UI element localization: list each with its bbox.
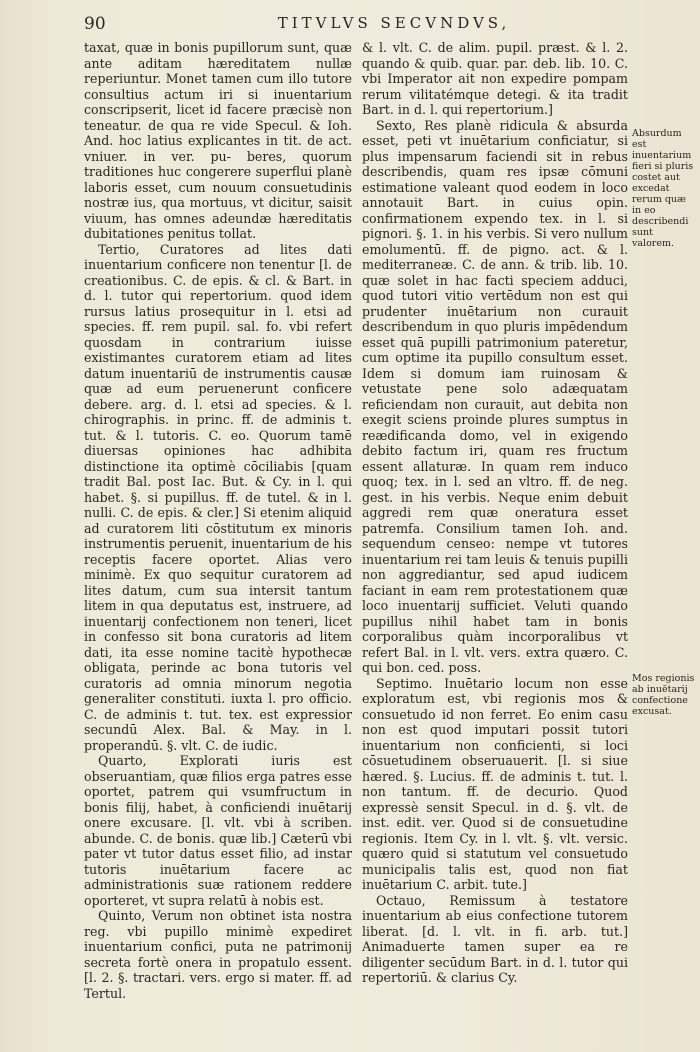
margin-note: Absurdum est inuentarium fieri si pluris costet aut excedat rerum quæ in eo describendi sunt valorem. bbox=[632, 128, 694, 249]
paragraph: Septimo. Inuētario locum non esse exploratum est, vbi regionis mos & consuetudo id non ferret. Eo enim casu non est quod imputari possit tutori inuentarium non conficienti, si loci cōsuetudinem obseruauerit. [l. si siue hæred. §. Lucius. ff. de adminis t. tut. l. non tantum. ff. de decurio. Quod expressè sensit Specul. in d. §. vlt. de inst. edit. ver. Quod si de consuetudine regionis. Item Cy. in l. vlt. §. vlt. versic. quæro quid si statutum vel consuetudo municipalis talis est, quod non fiat inuētarium C. arbit. tute.] bbox=[362, 675, 628, 892]
page-header bbox=[84, 14, 644, 40]
paragraph: & l. vlt. C. de alim. pupil. præst. & l. 2. quando & quib. quar. par. deb. lib. 10. C. vbi Imperator ait non expedire pompam rerum vilitatémque detegi. & ita tradit Bart. in d. l. qui repertorium.] bbox=[362, 40, 628, 117]
paragraph: Tertio, Curatores ad lites dati inuentarium conficere non tenentur [l. de creationibus. C. de epis. & cl. & Bart. in d. l. tutor qui repertorium. quod idem rursus latius prosequitur in l. etsi ad species. ff. rem pupil. sal. fo. vbi refert quosdam in contrarium iuisse existimantes curatorem etiam ad lites datum inuentariū de instrumentis causæ quæ ad eum peruenerunt conficere debere. arg. d. l. etsi ad species. & l. chirographis. in princ. ff. de adminis t. tut. & l. tutoris. C. eo. Quorum tamē diuersas opiniones hac adhibita distinctione ita optimè cōciliabis [quam tradit Bal. post Iac. But. & Cy. in l. qui habet. §. si pupillus. ff. de tutel. & in l. nulli. C. de epis. & cler.] Si etenim aliquid ad curatorem liti cōstitutum ex minoris instrumentis peruenit, inuentarium de his receptis facere oportet. Alias vero minimè. Ex quo sequitur curatorem ad lites datum, cum sua intersit tantum litem in qua deputatus est, instruere, ad inuentarij confectionem non teneri, licet in confesso sit bona curatoris ad litem dati, ita esse nomine tacitè hypothecæ obligata, perinde ac bona tutoris vel curatoris ad omnia minorum negotia generaliter constituti. iuxta l. pro officio. C. de adminis t. tut. tex. est expressior secundū Alex. Bal. & May. in l. properandū. §. vlt. C. de iudic. bbox=[84, 241, 352, 753]
running-title: TITVLVS SECVNDVS, bbox=[277, 14, 511, 32]
paragraph: Sexto, Res planè ridicula & absurda esset, peti vt inuētarium conficiatur, si plus impensarum faciendi sit in rebus describendis, quam res ipsæ cōmuni estimatione valeant quod eodem in loco annotauit Bart. in cuius opin. confirmationem expendo tex. in l. si pignori. §. 1. in his verbis. Si vero nullum emolumentū. ff. de pigno. act. & l. mediterraneæ. C. de ann. & trib. lib. 10. quæ solet in hac facti speciem adduci, quod tutori vitio vertēdum non est qui prudenter inuētarium non curauit describendum in quo pluris impēdendum esset quā pupilli patrimonium pateretur, cum optime ita pupillo consultum esset. Idem si domum iam ruinosam & vetustate pene solo adæquatam reficiendam non curauit, aut debita non exegit sciens proinde plures sumptus in reædificanda domo, vel in exigendo debito factum iri, quam res fructum essent allaturæ. In quam rem induco quoq; tex. in l. sed an vltro. ff. de neg. gest. in his verbis. Neque enim debuit aggredi rem quæ oneratura esset patremfa. Consilium tamen Ioh. and. sequendum censeo: nempe vt tutores inuentarium rei tam leuis & tenuis pupilli non aggrediantur, sed apud iudicem faciant in eam rem protestationem quæ loco inuentarij sufficiet. Veluti quando pupillus nihil habet tam in bonis corporalibus quàm incorporalibus vt refert Bal. in l. vlt. vers. extra quæro. C. qui bon. ced. poss. bbox=[362, 117, 628, 675]
right-text-column bbox=[362, 40, 628, 986]
left-text-column bbox=[84, 40, 352, 1001]
paragraph: Quarto, Explorati iuris est obseruantiam, quæ filios erga patres esse oportet, patrem qui vsumfructum in bonis filij, habet, à conficiendi inuētarij onere excusare. [l. vlt. vbi à scriben. abunde. C. de bonis. quæ lib.] Cæterū vbi pater vt tutor datus esset filio, ad instar tutoris inuētarium facere ac administrationis suæ rationem reddere oporteret, vt supra relatū à nobis est. bbox=[84, 753, 352, 908]
margin-note: Mos regionis ab inuētarij confectione excusat. bbox=[632, 673, 695, 717]
folio-number: 90 bbox=[84, 14, 106, 34]
paragraph: Quinto, Verum non obtinet ista nostra reg. vbi pupillo minimè expediret inuentarium confici, puta ne patrimonij secreta fortè onera in propatulo essent. [l. 2. §. tractari. vers. ergo si mater. ff. ad Tertul. bbox=[84, 908, 352, 1001]
paragraph: taxat, quæ in bonis pupillorum sunt, quæ ante aditam hæreditatem nullæ reperiuntur. Monet tamen cum illo tutore consultius actum iri si inuentarium conscripserit, licet id facere præcisè non teneatur. de qua re vide Specul. & Ioh. And. hoc latius explicantes in tit. de act. vniuer. in ver. pu- beres, quorum traditiones huc congerere superflui planè laboris esset, cum nouum consuetudinis nostræ ius, qua mortuus, vt dicitur, saisit viuum, has omnes adeundæ hæreditatis dubitationes penitus tollat. bbox=[84, 40, 352, 241]
paragraph: Octauo, Remissum à testatore inuentarium ab eius confectione tutorem liberat. [d. l. vlt. in fi. arb. tut.] Animaduerte tamen super ea re diligenter secūdum Bart. in d. l. tutor qui repertoriū. & clarius Cy. bbox=[362, 892, 628, 985]
